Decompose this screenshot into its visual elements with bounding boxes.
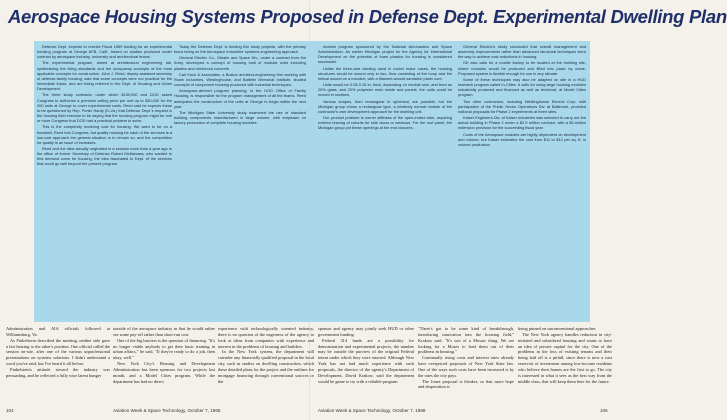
panel-spacer <box>462 44 463 45</box>
panel-paragraph: GE also calls for a mobile factory to be located at the building site, where modules would be produced and lifted into place by crane. Proposed system is flexible enough for use in any climate. <box>458 60 586 76</box>
panel-paragraph: Aerospace-derived program planning, in the DOD Office of Family Housing, is responsible for the program management of all the teams. Reed anticipates the construction of the units at George to begin within the next year. <box>174 88 306 109</box>
body-column-6 <box>518 326 612 384</box>
body-column-1 <box>6 326 110 379</box>
body-paragraph: "There's got to be some kind of breakthrough, introducing innovation into the housing field," Krakow said. "It's sort of a Mosaic thing. We are looking for a Moses to lead them out of their problems in housing." <box>418 326 514 355</box>
body-paragraph: Administration and AIA officials followed at Williamsburg, Va. <box>6 326 110 337</box>
panel-paragraph: General Electric's study concluded that overall management and assembly improvements rather than advanced structural techniques were the way to achieve cost reductions in housing. <box>458 44 586 60</box>
panel-paragraph: The Michigan State University study examined the use of standard building components manufactured in large volume, with emphasis on factory production of complete housing modules. <box>174 109 306 126</box>
panel-paragraph: Today the Defense Dept. is funding five study projects, with the primary focus being on the Aerospace Industries' systems engineering approach. <box>174 44 306 55</box>
page-number-right: 105 <box>600 408 608 413</box>
panel-paragraph: Kaiser Engineers Div. of Kaiser Industries was selected to carry out the actual building in Phase 2 under a $2.9 million contract, with a $2-million extension provision for the succeeding fiscal year. <box>458 115 586 131</box>
panel-paragraph: Units would be 0.05-0.15 in. thick, depending on module size, and from as 20% glass, and 20% polyester resin inside and panels, the units could be moved in sections. <box>318 82 452 98</box>
panel-column-1 <box>37 44 172 168</box>
panel-paragraph: Our product problem is corner stiffness of the open-ended tube, requiring exterior bracing of cutouts for side doors or windows. For the roof panel, the Michigan group put these openings at the end closures. <box>318 115 452 131</box>
body-paragraph: outside of the aerospace industry in that he would rather see some pay-off rather than short-run cost. <box>113 326 215 337</box>
panel-paragraph: This is the complexity involving cost for housing. We want to be on a treadmill, Reed told Congress, but quality housing for each of the services is a low-cost approach the general situation is to remain so, and the competition for quality is an issue of increases. <box>37 124 172 145</box>
body-paragraph: As Finkelstein described the meeting, neither side gave a fair hearing to the other's position. One official called the session on-site, after one of the various unprofessional presentations on systems solutions. I didn't understand a word you've said, but I've heard it all before. <box>6 337 110 367</box>
body-paragraph: Finkelstein's attitude toward the industry was persuading, and he reflected a fully wise latent hunger <box>6 366 110 378</box>
body-paragraph: Continually rising costs and interest rates already have overpriced proposals of New York State law. One of the ways such costs have been increased is by the rates the city pays. <box>418 355 514 378</box>
panel-paragraph: Various shapes, from rectangular to spherical, are possible, but the Michigan group chose a rectangular type, a relatively normal module of the contractor's own development approach for the dwelling unit. <box>318 98 452 114</box>
panel-paragraph: Costs of the Aerospace modules are highly dependent on development and volume, but Kaiser estimates the cost from $11 to $12 per sq. ft. in volume production. <box>458 131 586 147</box>
panel-paragraph: The three study contracts, under which $150,000 and DOD asked Congress to authorize a premium ceiling price per unit up to $30,000 for the 200 units at George to cover experimental costs. Reed said he expects these to be questioned by Rep. Porter Hardy (D-Va.) that Defense Dept.'s request in the housing field exercise to be saying that the housing program might be one or more Congress that DOD had a practical problem to solve. <box>37 92 172 124</box>
body-paragraph: experience with technologically oriented industry, there is no question of the eagerness of the agency to look at ideas from companies with experience and interest in the problems of housing and builders. <box>218 326 314 349</box>
article-headline: Aerospace Housing Systems Proposed in Defense Dept. Experimental Dwelling Plan <box>8 6 727 27</box>
body-paragraph: The New York agency handles reduction in city-initiated and subsidized housing and wants to have an idea of private capital for the city. One of the problems in the loss of existing tenants and their being laid off is a pitfall, since there is now a vast reservoir of investment among low-income residents who believe their homes are the first to go. The city is interested in what it sees as the best way from the middle class, that will keep them here for the future. <box>518 331 612 384</box>
body-paragraph: sponsor and agency may jointly seek HUD or other government funding. <box>318 326 414 337</box>
body-paragraph: being pinned on unconventional approaches. <box>518 326 597 331</box>
panel-column-2 <box>174 44 306 126</box>
body-column-3 <box>218 326 314 384</box>
panel-column-4 <box>458 44 586 148</box>
body-paragraph: The Jones proposal is bleaker, so that more hope and desperation is <box>418 378 514 390</box>
sidebar-panel <box>34 41 590 322</box>
panel-paragraph: Carl Koch & Associates, a Boston architect-engineering firm working with Rowe Industries, Westinghouse, and Battelle Memorial Institute, studied concepts of component housing produced with industrial techniques. <box>174 71 306 88</box>
panel-paragraph: modest program sponsored by the National Aeronautics and Space Administration. An earlier Michigan project for the Agency for International Development on the potential of foam plastics for housing is considered successful. <box>318 44 452 65</box>
panel-paragraph: Some of these techniques may also be adapted on site in a HUD research program called In-Cities. It calls for using large housing modules industrially produced and financed as well as technical, at Model Cities program. <box>458 76 586 98</box>
panel-paragraph: Reed and the idea actually originated in a session more than a year ago in the office of former Secretary of Defense Robert McNamara, who wanted to find demand curve for housing, the idea fascinated to Dept. of the services that could go well beyond the present program. <box>37 145 172 167</box>
panel-paragraph: Unlike the three-axis winding used in rocket motor cases, the housing structures would be wound only in two, thus consisting of the hoop and the helical wound on a mandrel, with a filament-wound sandwich panel core. <box>318 65 452 81</box>
panel-paragraph: Defense Dept. expects to receive Fiscal 1969 funding for an experimental housing program at George AFB, Calif., based on studies produced under contract by aerospace industry, university and architectural teams. <box>37 44 172 60</box>
footer-publication-left: Aviation Week & Space Technology, October 7, 1968 <box>113 408 221 413</box>
body-column-4 <box>318 326 414 384</box>
body-paragraph: Federal 314 funds are a possibility for demonstration and experimental projects, the number may be outside the purview of the original Federal intent under which they were enacted. Although New York has not had much experience with such proposals, the director of the agency's Department of Development, David Krakow, said the department would be game to try with a reliable program <box>318 337 414 384</box>
panel-paragraph: Two other contractors, including Westinghouse Electric Corp. with participation of the Public Sector Operations Div. at Baltimore, provided notional proposals for Phase 2 experiments at three sites. <box>458 98 586 114</box>
body-column-2 <box>113 326 215 384</box>
footer-publication-right: Aviation Week & Space Technology, October 7, 1968 <box>318 408 426 413</box>
body-column-5 <box>418 326 514 390</box>
body-paragraph: One of the big barriers is the question of financing. "It's no longer viable anybody to get their basic training in urban affairs," he said. "If they're ready to do a job, then okay, well." <box>113 337 215 361</box>
body-paragraph: New York City's Housing and Development Administration has been sponsors for two projects last month, and a Model Cities program. While the department has had no direct <box>113 361 215 384</box>
panel-paragraph: General Electric Co., Missile and Space Div., under a contract from the Army, developed a concept of housing built of modular units including plastics and reinforced concrete. <box>174 55 306 71</box>
body-paragraph: In the New York system, the department will consider any financially qualified proposal in the local city, such as studies on dwelling construction, which these detailed plans for the project and the outlines for mortgage financing through conventional sources or the <box>218 349 314 384</box>
panel-column-3 <box>318 44 452 132</box>
panel-paragraph: The experimental program, aimed at architectural engineering lab, synthesizing the living standards and the occupancy concepts of the most applicable concepts for construction. John J. Reed, deputy assistant secretary of defense-family housing, said that some concepts were not practical for the immediate future, and are being referred to the Dept. of Housing and Urban Development. <box>37 60 172 92</box>
page-number-left: 104 <box>6 408 14 413</box>
